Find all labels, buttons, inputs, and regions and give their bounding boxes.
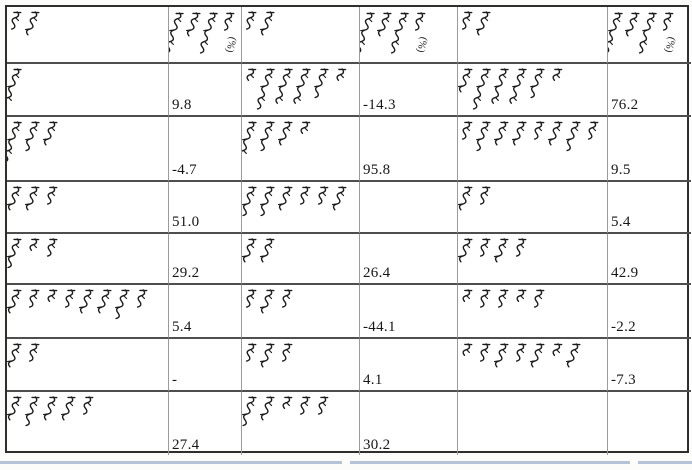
mongolian-script-word xyxy=(56,393,78,431)
value-text: 76.2 xyxy=(611,97,639,113)
mongolian-script-word xyxy=(7,8,23,38)
cell-script-r6c1 xyxy=(7,339,169,392)
mongolian-script-word xyxy=(109,286,131,326)
value-text: 9.8 xyxy=(172,97,192,113)
mongolian-script-word xyxy=(293,183,312,213)
cell-value-r3c4 xyxy=(360,182,458,234)
cell-script-r2c3 xyxy=(242,117,360,182)
header-cell-category-col5 xyxy=(458,7,608,64)
cell-value-r3c6 xyxy=(608,182,691,234)
mongolian-script-word xyxy=(490,235,510,269)
cell-value-r2c2 xyxy=(169,117,242,182)
mongolian-script-word xyxy=(74,286,96,324)
mongolian-script-word xyxy=(458,118,474,146)
value-text: 51.0 xyxy=(172,214,200,230)
mongolian-script-word xyxy=(20,8,42,46)
header-cell-category-col1 xyxy=(7,7,169,64)
mongolian-script-word xyxy=(458,340,474,366)
mongolian-script-word xyxy=(21,183,41,217)
cell-value-r1c4 xyxy=(360,64,458,117)
header-cell-growth-pct-col6 xyxy=(608,7,691,64)
mongolian-script-word xyxy=(509,340,528,370)
value-text: 9.5 xyxy=(611,162,631,178)
bottom-divider-segment xyxy=(638,461,692,464)
mongolian-script-word xyxy=(39,118,59,152)
mongolian-script-word xyxy=(7,183,23,221)
mongolian-script-word xyxy=(328,183,348,217)
mongolian-script-word xyxy=(58,286,77,316)
cell-value-r1c6 xyxy=(608,64,691,117)
mongolian-script-word xyxy=(295,118,312,142)
cell-script-r1c3 xyxy=(242,64,360,117)
value-text: -7.3 xyxy=(611,372,636,388)
mongolian-script-word xyxy=(7,65,23,112)
mongolian-script-word xyxy=(510,286,528,312)
cell-script-r5c3 xyxy=(242,285,360,339)
mongolian-script-word xyxy=(273,118,295,156)
mongolian-script-word xyxy=(22,286,41,316)
value-text: -2.2 xyxy=(611,319,636,335)
mongolian-script-word xyxy=(546,340,564,366)
mongolian-script-word xyxy=(256,340,276,374)
value-text: -4.7 xyxy=(172,162,197,178)
mongolian-script-word xyxy=(93,286,113,320)
cell-script-r4c3 xyxy=(242,234,360,285)
mongolian-script-word xyxy=(7,340,23,376)
header-cell-growth-pct-col4 xyxy=(360,7,458,64)
mongolian-script-word xyxy=(41,183,59,211)
cell-value-r5c6 xyxy=(608,285,691,339)
mongolian-script-word xyxy=(255,8,277,46)
mongolian-script-word xyxy=(526,340,546,374)
mongolian-script-word xyxy=(471,8,493,46)
value-text: 5.4 xyxy=(172,319,192,335)
bottom-divider-segment xyxy=(350,461,630,464)
mongolian-script-word xyxy=(458,183,474,217)
mongolian-script-word xyxy=(218,9,236,37)
cell-script-r6c3 xyxy=(242,339,360,392)
percent-label: (%) xyxy=(662,35,677,54)
value-text: 29.2 xyxy=(172,265,200,281)
mongolian-script-word xyxy=(507,118,529,156)
mongolian-script-word xyxy=(256,235,276,269)
value-text: 95.8 xyxy=(363,162,391,178)
value-text: 4.1 xyxy=(363,372,383,388)
mongolian-script-word xyxy=(311,393,330,423)
cell-value-r4c6 xyxy=(608,234,691,285)
value-text: 42.9 xyxy=(611,265,639,281)
mongolian-script-word xyxy=(409,9,427,37)
mongolian-script-word xyxy=(276,393,294,419)
mongolian-script-word xyxy=(489,340,510,376)
mongolian-script-word xyxy=(276,340,294,368)
mongolian-script-word xyxy=(41,286,59,312)
mongolian-script-word xyxy=(331,65,348,87)
percent-label: (%) xyxy=(414,35,429,54)
cell-script-r4c1 xyxy=(7,234,169,285)
cell-value-r7c2 xyxy=(169,392,242,455)
cell-script-r6c5 xyxy=(458,339,608,392)
mongolian-script-word xyxy=(242,118,258,165)
bottom-divider-segment xyxy=(0,461,342,464)
mongolian-script-word xyxy=(242,65,258,89)
cell-value-r5c4 xyxy=(360,285,458,339)
cell-script-r7c3 xyxy=(242,392,360,455)
cell-script-r3c3 xyxy=(242,182,360,234)
mongolian-script-word xyxy=(527,118,546,148)
mongolian-script-word xyxy=(255,286,276,322)
mongolian-script-word xyxy=(527,286,546,316)
mongolian-script-word xyxy=(473,235,492,265)
mongolian-script-word xyxy=(474,183,492,211)
value-text: 26.4 xyxy=(363,265,391,281)
mongolian-script-word xyxy=(490,286,510,318)
cell-script-r7c1 xyxy=(7,392,169,455)
value-text: - xyxy=(172,372,178,388)
mongolian-script-word xyxy=(312,183,330,211)
header-cell-category-col3 xyxy=(242,7,360,64)
mongolian-script-word xyxy=(547,65,564,89)
mongolian-script-word xyxy=(458,8,474,38)
mongolian-script-word xyxy=(39,235,59,267)
cell-script-r1c5 xyxy=(458,64,608,117)
mongolian-script-word xyxy=(22,340,41,370)
cell-script-r1c1 xyxy=(7,64,169,117)
value-text: 27.4 xyxy=(172,437,200,453)
mongolian-script-word xyxy=(242,393,258,434)
mongolian-script-word xyxy=(131,286,149,314)
mongolian-script-word xyxy=(473,340,492,370)
cell-value-r7c4 xyxy=(360,392,458,455)
cell-script-r2c5 xyxy=(458,117,608,182)
cell-script-r3c1 xyxy=(7,182,169,234)
mongolian-script-word xyxy=(24,235,41,257)
cell-value-r1c2 xyxy=(169,64,242,117)
value-text: -14.3 xyxy=(363,97,396,113)
percent-label: (%) xyxy=(223,35,238,54)
mongolian-script-word xyxy=(562,340,582,374)
cell-value-r3c2 xyxy=(169,182,242,234)
mongolian-script-word xyxy=(510,235,528,263)
cell-value-r6c2 xyxy=(169,339,242,392)
cell-value-r5c2 xyxy=(169,285,242,339)
mongolian-script-word xyxy=(242,340,258,370)
mongolian-script-word xyxy=(255,393,276,429)
mongolian-script-word xyxy=(292,393,312,425)
mongolian-script-word xyxy=(7,286,23,322)
cell-value-r2c6 xyxy=(608,117,691,182)
mongolian-script-word xyxy=(472,286,492,318)
scanned-table xyxy=(5,5,689,453)
mongolian-script-word xyxy=(242,235,258,273)
mongolian-script-word xyxy=(582,118,600,146)
mongolian-script-word xyxy=(242,286,258,316)
value-text: 30.2 xyxy=(363,437,391,453)
mongolian-script-word xyxy=(276,286,294,314)
mongolian-script-word xyxy=(7,235,23,275)
cell-value-r4c2 xyxy=(169,234,242,285)
cell-value-r6c6 xyxy=(608,339,691,392)
header-cell-growth-pct-col2 xyxy=(169,7,242,64)
cell-script-r3c5 xyxy=(458,182,608,234)
mongolian-script-word xyxy=(458,286,474,312)
value-text: -44.1 xyxy=(363,319,396,335)
mongolian-script-word xyxy=(657,9,675,37)
cell-value-r2c4 xyxy=(360,117,458,182)
mongolian-script-word xyxy=(458,235,474,271)
mongolian-script-word xyxy=(76,393,95,423)
cell-script-r5c1 xyxy=(7,285,169,339)
cell-value-r6c4 xyxy=(360,339,458,392)
cell-script-r4c5 xyxy=(458,234,608,285)
cell-script-r7c5 xyxy=(458,392,608,455)
mongolian-script-word xyxy=(273,183,294,219)
cell-value-r7c6 xyxy=(608,392,691,455)
cell-value-r4c4 xyxy=(360,234,458,285)
value-text: 5.4 xyxy=(611,214,631,230)
cell-script-r5c5 xyxy=(458,285,608,339)
cell-script-r2c1 xyxy=(7,117,169,182)
